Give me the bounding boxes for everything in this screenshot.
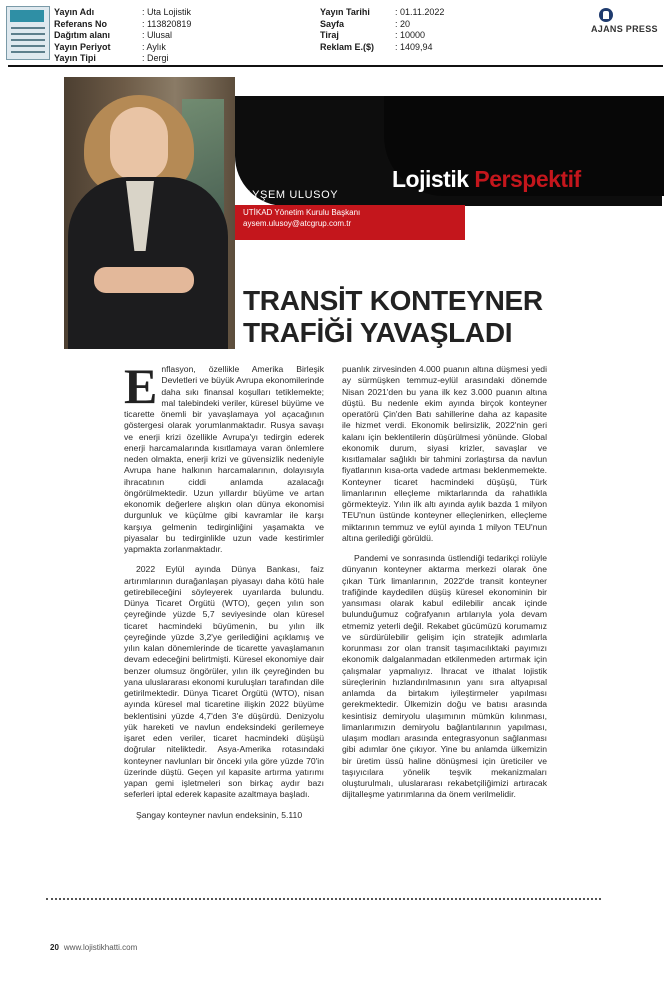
meta-row: Yayın Adı : Uta Lojistik [54, 7, 192, 17]
series-title: Lojistik Perspektif [392, 166, 581, 192]
meta-row: Referans No : 113820819 [54, 18, 192, 29]
author-email: aysem.ulusoy@atcgrup.com.tr [243, 219, 352, 228]
article-paragraph: 2022 Eylül ayında Dünya Bankası, faiz artırımlarının durağanlaşan piyasayı daha kötü hale getirebileceğini söyleyerek uyarılarda bulundu. Dünya Ticaret Örgütü (WTO), geçen yılın son çeyreğinde yüzde 5,7 seviyesinde olan küresel ticaret hacmindeki büyümenin, bu yılın ilk çeyreğinde yüzde 3,2'ye gerilediğini açıklamış ve yılın kalan dönemlerinde de ticarette yavaşlamanın devam edeceğini belirtmişti. Küresel ekonomiye dair benzer olumsuz öngörüler, yılın ilk çeyreğinden bu yana uluslararası ekonomi kuruluşları tarafından dile getirilmektedir. Dünya Ticaret Örgütü (WTO), nisan ayında küresel mal ticaretine ilişkin 2022 büyüme beklentisini yüzde 4,7'den 3'e düşürdü. Denizyolu yük hareketi ve navlun endeksindeki gerilemeye işaret eden veriler, ticaret hacmindeki düşüşü doğrular niteliktedir. Asya-Amerika rotasındaki konteyner navlunları bir önceki yıla göre yüzde 70'in üzerinde düştü. Geçen yıl kapasite artırma yatırımı yapan gemi işletmeleri son birkaç aydır bazı seferleri iptal ederek kapasite azaltmaya başladı. [124, 564, 324, 800]
footer-url: www.lojistikhatti.com [63, 943, 138, 952]
dotted-divider [46, 898, 601, 900]
header-divider [8, 65, 663, 67]
meta-row: Reklam E.($) : 1409,94 [320, 41, 433, 52]
author-role: UTİKAD Yönetim Kurulu Başkanı [243, 208, 361, 217]
author-name: AYŞEM ULUSOY [245, 189, 339, 201]
article-headline: TRANSİT KONTEYNER TRAFİĞİ YAVAŞLADI [243, 285, 543, 348]
article-paragraph: puanlık zirvesinden 4.000 puanın altına düşmesi yedi ay sürmüşken temmuz-eylül arasındaki dönemde Nisan 2021'den bu yana ilk kez 3.000 puanın altına düştü. Bu nedenle ekim ayında birçok konteyner operatörü Çin'den Batı sahillerine daha az kapasite ile hizmet verdi. Ekonomik belirsizlik, 2022'nin geri kalanı için beklentilerin düşürülmesi yönünde. Global ekonomik durum, siyasi krizler, savaşlar ve kısıtlamalar sağlıklı bir tahmini zorlaştırsa da navlun fiyatlarının kısa-orta vadede artması beklenmemekte. Konteyner ticaret hacmindeki düşüşü, Türk limanlarının elleçleme miktarlarında da rahatlıkla görmekteyiz. Yılın ilk altı ayında aylık bazda 1 milyon TEU'nun üstünde konteyner elleçlenirken, elleçleme miktarının temmuz ve eylül ayında 1 milyon TEU'nun altına gerilediği görüldü. [342, 364, 547, 543]
article-paragraph: Şangay konteyner navlun endeksinin, 5.110 [136, 809, 303, 820]
drop-cap: E [124, 358, 158, 414]
article-column-left [124, 358, 324, 830]
meta-row: Dağıtım alanı : Ulusal [54, 30, 173, 40]
page-footer [50, 943, 137, 952]
logo-mark-icon [599, 8, 613, 22]
ajans-press-logo [591, 8, 661, 38]
author-photo [64, 77, 235, 349]
article-column-right [342, 364, 547, 810]
clipping-meta-left [54, 7, 191, 65]
page-number: 20 [50, 943, 59, 952]
clipping-header [0, 0, 669, 66]
meta-row: Yayın Tipi : Dergi [54, 53, 169, 63]
meta-row: Yayın Tarihi : 01.11.2022 [320, 7, 445, 17]
meta-row: Tiraj : 10000 [320, 30, 426, 40]
article-paragraph: Pandemi ve sonrasında üstlendiği tedarikçi rolüyle dünyanın konteyner aktarma merkezi olarak öne çıkan Türk limanlarının, 2022'de transit konteyner trafiğinde kaydedilen düşüş küresel ekonominin bir yansıması olarak kabul edilebilir ancak içinde bulunduğumuz coğrafyanın artılarıyla yola devam etmemiz yeterli değil. Rekabet gücümüzü korumamız ve sürdürülebilir gelişim için stratejik adımlarla korunması zor olan transit taşımacılıktaki payımızı ekonomik dalgalanmadan etkilenmeden artırmak için çalışmalar yapmalıyız. İhracat ve ithalat lojistik süreçlerinin hızlandırılmasının yanı sıra altyapısal anlamda da birtakım iyileştirmeler yapılması gerekmektedir. Ülkemizin doğu ve batısı arasında kesintisiz demiryolu ulaşımının mümkün kılınması, limanlarımızın demiryolu bağlantılarının yapılması, ulaşım modları arasında entegrasyonun sağlanması gibi adımlar öne çıkıyor. Yine bu anlamda ülkemizin bir üretim üssü haline dönüşmesi için üreticiler ve taşıyıcılara yönelik teşvik mekanizmaları oluşturulmalı, uluslararası rekabetçiliğimizi artıracak dijitalleşme yatırımlarına da önem verilmelidir. [342, 553, 547, 800]
article-paragraph: Enflasyon, özellikle Amerika Birleşik Devletleri ve büyük Avrupa ekonomilerinde daha sıkı finansal koşulları tetiklemekte; mal talebindeki veriler, küresel büyüme ve ticarette önemli bir yavaşlamaya yol açacağının göstergesi olarak yorumlanmaktadır. Rusya savaşı ve enerji krizi özellikle Avrupa'yı tedirgin ederek enerji harcamalarında kısıtlamaya varan önlemlere neden olmakta, enerji krizi ve güvensizlik nedeniyle Avrupa hane halkının harcamalarının, dolayısıyla ihracatının ciddi anlamda azalacağı öngörülmektedir. Uzun yıllardır büyüme ve artan ekonomik değerlere alışkın olan dünya ekonomisi durgunluk ve küçülme gibi kavramlar ile karşı karşıya gelmenin tedirginliğini yaşamakta ve piyasalar bu tedirginlikle uzun vade kestirimler yapmakta zorlanmaktadır. [124, 358, 324, 554]
clipping-meta-right [320, 7, 444, 53]
clipping-thumbnail [6, 6, 50, 60]
meta-row: Sayfa : 20 [320, 18, 411, 29]
logo-text: AJANS PRESS [591, 24, 658, 34]
meta-row: Yayın Periyot : Aylık [54, 41, 166, 52]
